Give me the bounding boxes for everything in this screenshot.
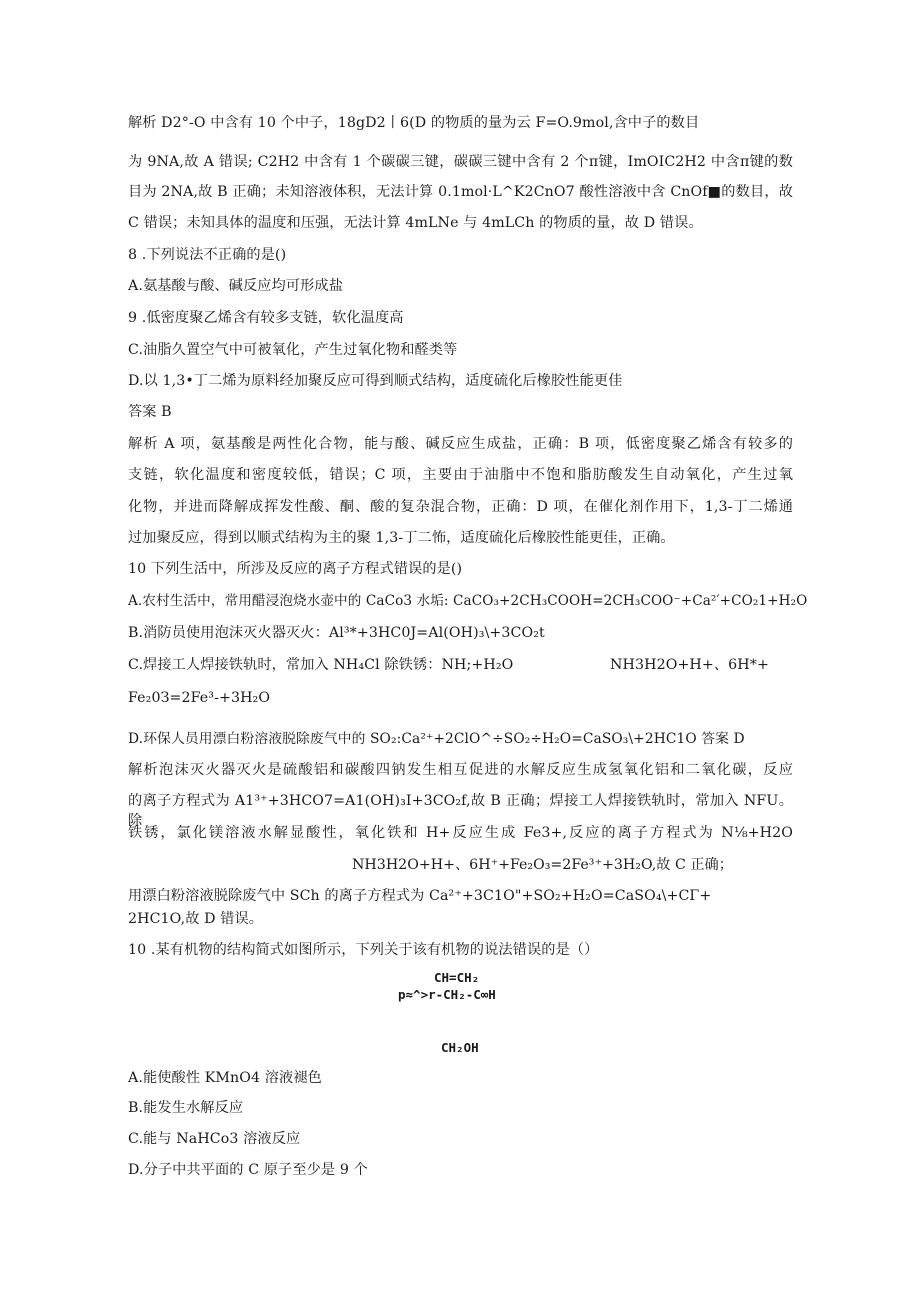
structure-vinyl-group: CH=CH₂ xyxy=(434,970,480,985)
text-line: C 错误；未知具体的温度和压强，无法计算 4mLNe 与 4mLCh 的物质的量，故 D 错误。 xyxy=(128,215,703,231)
option-b: B.能发生水解反应 xyxy=(128,1100,244,1116)
text-line: 化物，并进而降解成挥发性酸、酮、酸的复杂混合物，正确：D 项，在催化剂作用下，1,3-丁二烯通 xyxy=(128,499,793,515)
text-line: 的离子方程式为 A1³⁺+3HCO7=A1(OH)₃I+3CO₂f,故 B 正确；焊接工人焊接铁轨时，常加入 NFU。除 xyxy=(128,793,793,829)
option-b: 9 .低密度聚乙烯含有较多支链，软化温度高 xyxy=(128,310,404,326)
option-a: A.能使酸性 KMnO4 溶液褪色 xyxy=(128,1070,322,1086)
option-a: A.农村生活中，常用醋浸泡烧水壶中的 CaCo3 水垢: CaCO₃+2CH₃COOH=2CH₃COO⁻+Ca²′+CO₂1+H₂O xyxy=(128,593,808,609)
text-line: 用漂白粉溶液脱除废气中 SCh 的离子方程式为 Ca²⁺+3C1O"+SO₂+H₂O=CaSO₄\+CΓ+ xyxy=(128,888,712,904)
text-line: 解析 D2°-O 中含有 10 个中子，18gD2丨6(D 的物质的量为云 F=O.9mol,含中子的数目 xyxy=(128,115,700,131)
option-c: C.油脂久置空气中可被氧化，产生过氧化物和醛类等 xyxy=(128,342,458,358)
question-10b: 10 .某有机物的结构简式如图所示，下列关于该有机物的说法错误的是（） xyxy=(128,942,599,958)
answer: 答案 B xyxy=(128,404,172,420)
structure-ch2oh-group: CH₂OH xyxy=(441,1040,479,1055)
text-line: 过加聚反应，得到以顺式结构为主的聚 1,3-丁二怖，适度硫化后橡胶性能更佳，正确。 xyxy=(128,530,675,546)
option-d: D.分子中共平面的 C 原子至少是 9 个 xyxy=(128,1162,368,1178)
text-line: Fe₂0З=2Fe³-+3H₂O xyxy=(128,690,271,706)
text-line: 解析泡沫灭火器灭火是硫酸铝和碳酸四钠发生相互促进的水解反应生成氢氧化铝和二氧化碳，反应 xyxy=(128,762,793,778)
text-line: 目为 2NA,故 B 正确；未知溶液体积，无法计算 0.1mol·L^K2CnO7 酸性溶液中含 CnOf■的数目，故 xyxy=(128,184,793,200)
option-d: D.环保人员用漂白粉溶液脱除废气中的 SO₂:Ca²⁺+2ClO^÷SO₂÷H₂O=CaSO₃\+2HC1O 答案 D xyxy=(128,731,745,747)
option-c: C.能与 NaHCo3 溶液反应 xyxy=(128,1131,301,1147)
option-b: B.消防员使用泡沫灭火器灭火：Al³*+3HC0J=Al(OH)₃\+3CO₂t xyxy=(128,625,545,641)
text-line: 铁锈，氯化镁溶液水解显酸性，氧化铁和 H+反应生成 Fe3+,反应的离子方程式为 N⅛+H2O xyxy=(128,825,793,841)
option-a: A.氨基酸与酸、碱反应均可形成盐 xyxy=(128,278,343,294)
text-line: 支链，软化温度和密度较低，错误；C 项，主要由于油脂中不饱和脂肪酸发生自动氧化，产生过氧 xyxy=(128,467,793,483)
question-8: 8 .下列说法不正确的是() xyxy=(128,247,287,263)
option-d: D.以 1,3•丁二烯为原料经加聚反应可得到顺式结构，适度硫化后橡胶性能更佳 xyxy=(128,373,623,389)
text-line: 解析 A 项，氨基酸是两性化合物，能与酸、碱反应生成盐，正确：B 项，低密度聚乙烯含有较多的 xyxy=(128,436,793,452)
option-c-continued: NH3H2O+H+、6H*+ xyxy=(610,657,769,673)
structure-main-chain: p≈^>r-CH₂-C∞H xyxy=(398,987,496,1002)
question-10: 10 下列生活中，所涉及反应的离子方程式错误的是() xyxy=(128,561,463,577)
text-line: 2HC1O,故 D 错误。 xyxy=(128,911,264,927)
text-line: NH3H2O+H+、6H⁺+Fe₂O₃=2Fe³⁺+3H₂O,故 C 正确； xyxy=(352,857,733,873)
option-c: C.焊接工人焊接铁轨时，常加入 NH₄Cl 除铁锈：NH;+H₂O xyxy=(128,657,514,673)
text-line: 为 9NA,故 A 错误; C2H2 中含有 1 个碳碳三键，碳碳三键中含有 2 个π键，ImOIC2H2 中含π键的数 xyxy=(128,154,793,170)
